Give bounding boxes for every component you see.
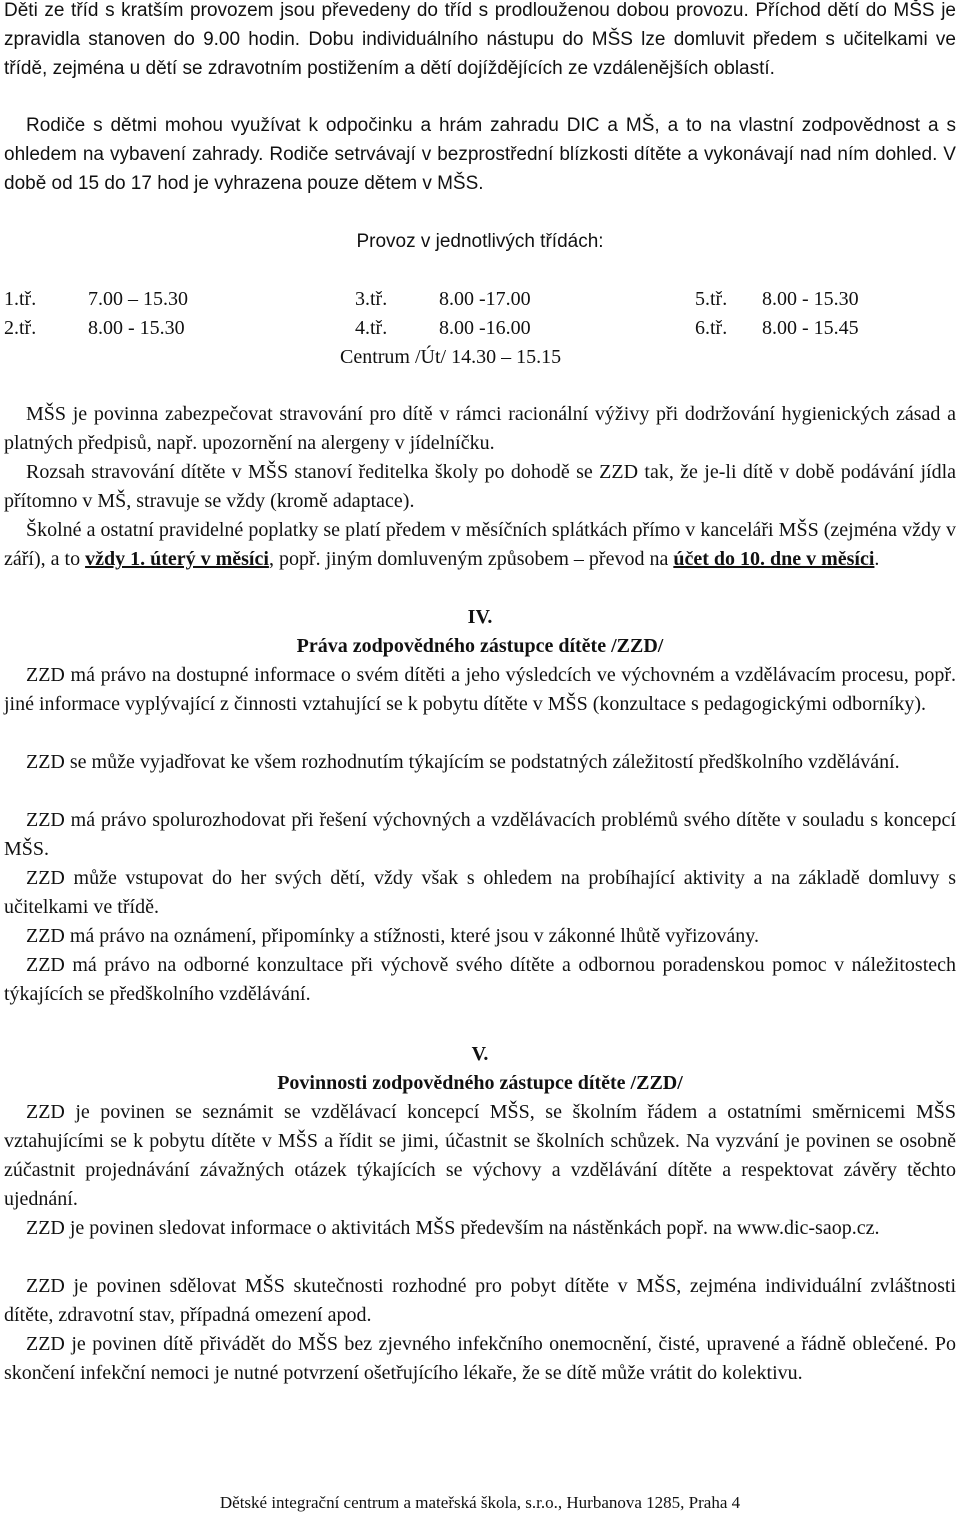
page-footer: Dětské integrační centrum a mateřská škola, s.r.o., Hurbanova 1285, Praha 4 <box>219 1493 741 1512</box>
fees-text: , popř. jiným domluveným způsobem – převod na <box>268 548 674 570</box>
section-4-paragraph: ZZD může vstupovat do her svých dětí, vždy však s ohledem na probíhající aktivity a na základě domluvy s učitelkami ve třídě. <box>4 867 956 918</box>
intro-text: Dobu individuálního nástupu do MŠS lze domluvit předem s učitelkami ve třídě, zejména u dětí se zdravotním postižením a dětí dojíždějících ze vzdálenějších oblastí. <box>4 29 956 79</box>
schedule-heading: Provoz v jednotlivých třídách: <box>356 231 604 252</box>
class-label: 2.tř. <box>4 317 37 339</box>
fees-text: . <box>874 548 880 570</box>
section-5-paragraph: ZZD je povinen se seznámit se vzdělávací koncepcí MŠS, se školním řádem a ostatními směrnicemi MŠS vztahujícími se k pobytu dítěte v MŠS a řídit se jimi, účastnit se školních schůzek. Na vyzvání je povinen se osobně zúčastnit projednávání závažných otázek týkajících se výchovy a vzdělávání dítěte a respektovat závěry těchto ujednání. <box>4 1101 956 1210</box>
class-label: 1.tř. <box>4 288 37 310</box>
section-5-title: Povinnosti zodpovědného zástupce dítěte /ZZD/ <box>277 1072 683 1094</box>
section-5-paragraph: ZZD je povinen sdělovat MŠS skutečnosti rozhodné pro pobyt dítěte v MŠS, zejména individuální zvláštnosti dítěte, zdravotní stav, případná omezení apod. <box>4 1275 956 1326</box>
meals-paragraph-1: MŠS je povinna zabezpečovat stravování pro dítě v rámci racionální výživy při dodržování hygienických zásad a platných předpisů, např. upozornění na alergeny v jídelníčku. <box>4 403 956 454</box>
class-label: 6.tř. <box>695 317 728 339</box>
intro-text: Děti ze tříd s kratším provozem jsou převedeny do tříd s prodlouženou dobou provozu. Příchod dětí do MŠS je zpravidla stanoven do 9.00 hodin. <box>4 0 956 50</box>
fees-text: Školné a ostatní pravidelné poplatky se platí předem v měsíčních splátkách přímo v kanceláři MŠS (zejména vždy v září), a to <box>4 519 956 570</box>
intro-paragraph-2 <box>4 111 956 198</box>
section-4-paragraph: ZZD se může vyjadřovat ke všem rozhodnutím týkajícím se podstatných záležitostí předškolního vzdělávání. <box>26 751 900 773</box>
section-4-paragraph: ZZD má právo spolurozhodovat při řešení výchovných a vzdělávacích problémů svého dítěte v souladu s koncepcí MŠS. <box>4 809 956 860</box>
fees-deadline-transfer: účet do 10. dne v měsíci <box>673 548 875 570</box>
class-time: 8.00 - 15.30 <box>762 288 859 310</box>
section-4-paragraph: ZZD má právo na odborné konzultace při výchově svého dítěte a odbornou poradenskou pomoc v náležitostech týkajících se předškolního vzdělávání. <box>4 954 956 1005</box>
section-4-numeral: IV. <box>467 606 493 628</box>
section-4-paragraph: ZZD má právo na oznámení, připomínky a stížnosti, které jsou v zákonné lhůtě vyřizovány. <box>26 925 759 947</box>
centrum-time: Centrum /Út/ 14.30 – 15.15 <box>340 346 562 368</box>
class-label: 3.tř. <box>355 288 388 310</box>
class-label: 4.tř. <box>355 317 388 339</box>
section-4-paragraph: ZZD má právo na dostupné informace o svém dítěti a jeho výsledcích ve výchovném a vzdělávacím procesu, popř. jiné informace vyplývající z činnosti vztahující se k pobytu dítěte v MŠS (konzultace s pedagogickými odborníky). <box>4 664 956 715</box>
class-time: 8.00 -16.00 <box>439 317 531 339</box>
class-time: 8.00 -17.00 <box>439 288 531 310</box>
section-5-paragraph: ZZD je povinen dítě přivádět do MŠS bez zjevného infekčního onemocnění, čisté, upravené a řádně oblečené. Po skončení infekční nemoci je nutné potvrzení ošetřujícího lékaře, že se dítě může vrátit do kolektivu. <box>4 1333 956 1384</box>
fees-deadline-cash: vždy 1. úterý v měsíci <box>85 548 269 570</box>
intro-text: Rodiče setrvávají v bezprostřední blízkosti dítěte a vykonávají nad ním dohled. V době od 15 do 17 hod je vyhrazena pouze dětem v MŠS. <box>4 144 956 194</box>
section-4-title: Práva zodpovědného zástupce dítěte /ZZD/ <box>296 635 664 657</box>
fees-paragraph <box>4 516 956 574</box>
class-time: 8.00 - 15.45 <box>762 317 859 339</box>
class-time: 8.00 - 15.30 <box>88 317 185 339</box>
section-5-paragraph: ZZD je povinen sledovat informace o aktivitách MŠS především na nástěnkách popř. na www.dic-saop.cz. <box>26 1217 880 1239</box>
class-label: 5.tř. <box>695 288 728 310</box>
intro-paragraph-1 <box>4 0 956 83</box>
class-time: 7.00 – 15.30 <box>88 288 188 310</box>
meals-paragraph-2: Rozsah stravování dítěte v MŠS stanoví ředitelka školy po dohodě se ZZD tak, že je-li dítě v době podávání jídla přítomno v MŠ, stravuje se vždy (kromě adaptace). <box>4 461 956 512</box>
section-5-numeral: V. <box>471 1043 489 1065</box>
intro-text: Rodiče s dětmi mohou využívat k odpočinku a hrám zahradu DIC a MŠ, a to na vlastní zodpovědnost a s ohledem na vybavení zahrady. <box>4 115 956 165</box>
